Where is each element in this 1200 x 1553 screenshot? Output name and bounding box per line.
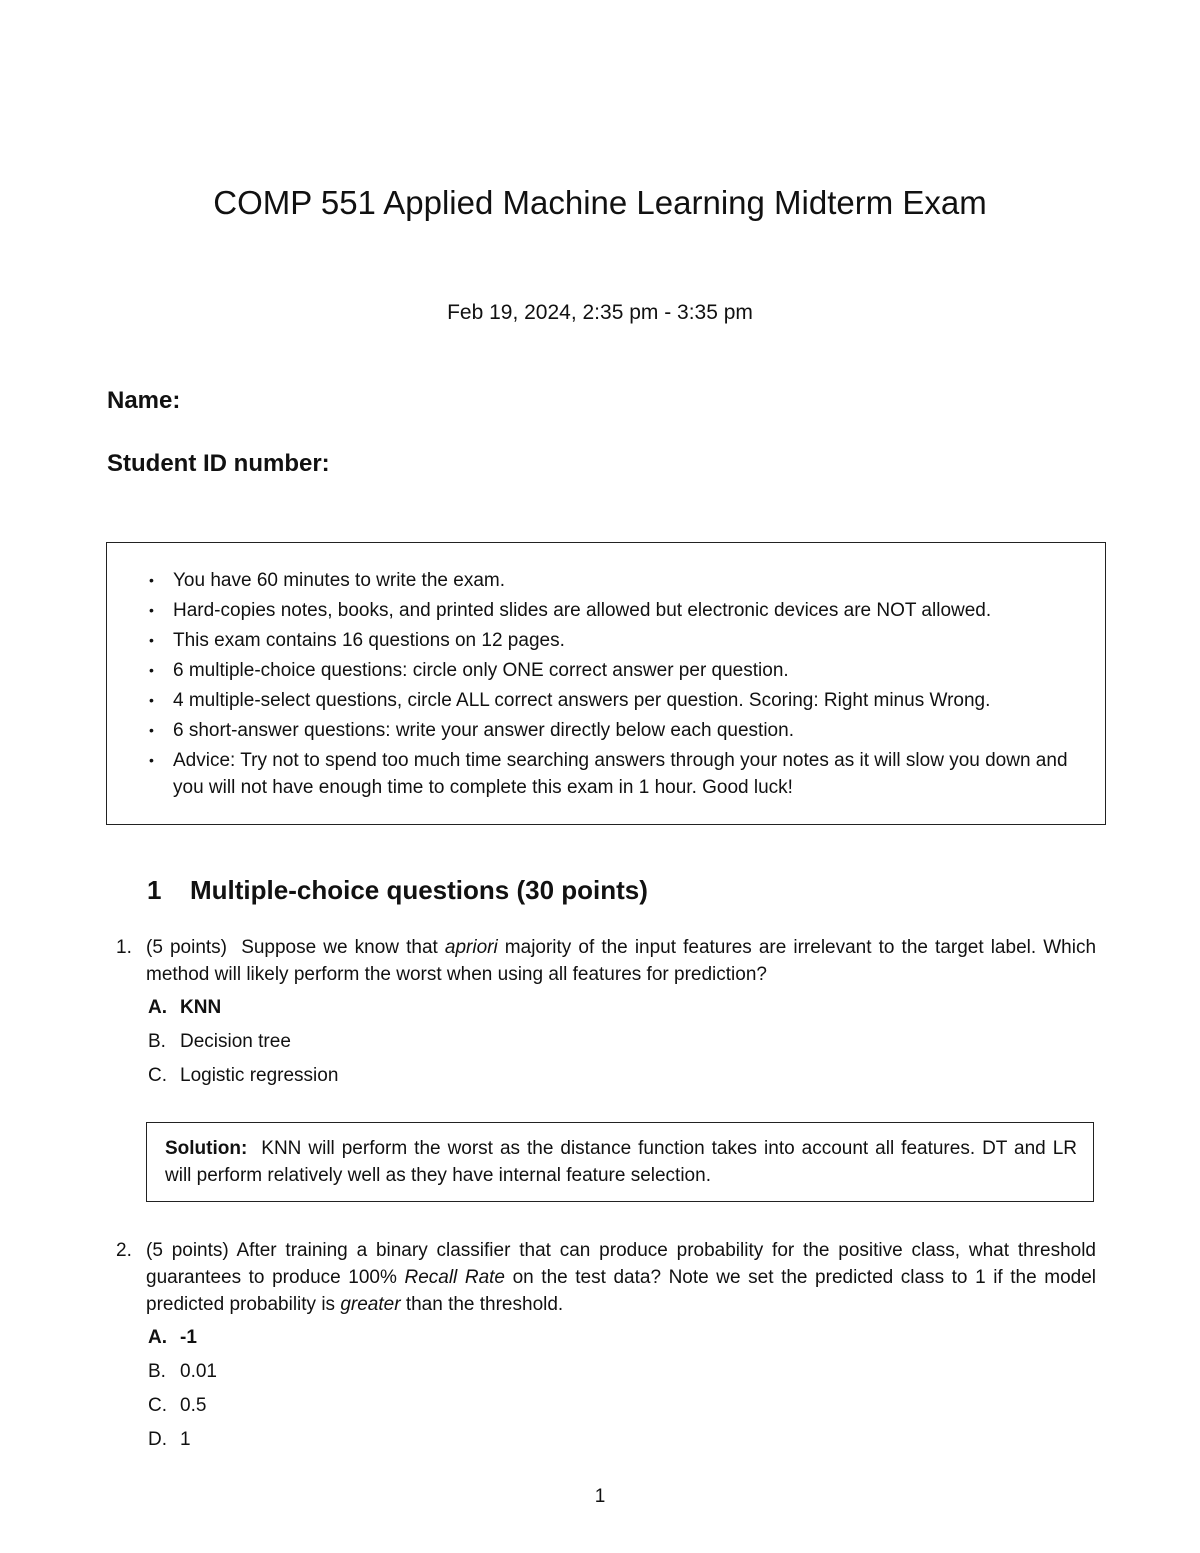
student-id-label: Student ID number:	[107, 450, 330, 477]
option-text: 1	[180, 1429, 191, 1450]
question-2	[116, 1237, 1096, 1318]
option-text: Logistic regression	[180, 1065, 339, 1086]
option-text: -1	[180, 1327, 197, 1348]
option-c[interactable]	[148, 1389, 217, 1423]
question-text	[146, 1237, 1096, 1318]
solution-label: Solution:	[165, 1138, 248, 1159]
exam-date: Feb 19, 2024, 2:35 pm - 3:35 pm	[447, 301, 753, 324]
name-label: Name:	[107, 387, 181, 414]
instructions-list	[147, 567, 1097, 804]
option-letter: A.	[148, 1327, 167, 1348]
solution-box	[146, 1122, 1094, 1202]
question-text-part2: on the test data? Note we set the predicted class to 1 if the model predicted probability is	[146, 1267, 1097, 1315]
question-text-part3: than the threshold.	[405, 1294, 564, 1315]
option-letter: C.	[148, 1065, 167, 1086]
instruction-item: • This exam contains 16 questions on 12 pages.	[147, 627, 1097, 654]
question-emphasis-recall: Recall Rate	[404, 1267, 505, 1288]
instruction-item: • 6 multiple-choice questions: circle only ONE correct answer per question.	[147, 657, 1097, 684]
option-c[interactable]	[148, 1059, 338, 1093]
question-1	[116, 934, 1096, 988]
instruction-item: • You have 60 minutes to write the exam.	[147, 567, 1097, 594]
exam-title: COMP 551 Applied Machine Learning Midterm Exam	[213, 184, 987, 221]
page-number: 1	[594, 1486, 606, 1507]
solution-body: KNN will perform the worst as the distance function takes into account all features. DT and LR will perform relatively well as they have internal feature selection.	[165, 1138, 1078, 1186]
question-2-options	[148, 1321, 217, 1457]
instruction-item: • 4 multiple-select questions, circle ALL correct answers per question. Scoring: Right minus Wrong.	[147, 687, 1097, 714]
option-text: KNN	[180, 997, 222, 1018]
option-b[interactable]	[148, 1355, 217, 1389]
option-d[interactable]	[148, 1423, 217, 1457]
option-text: 0.01	[180, 1361, 217, 1382]
option-letter: B.	[148, 1031, 166, 1052]
option-letter: D.	[148, 1429, 167, 1450]
question-text-after: majority of the input features are irrelevant to the target label. Which method will likely perform the worst when using all features for prediction?	[146, 937, 1097, 985]
section-number: 1	[147, 875, 162, 905]
question-text	[146, 934, 1096, 988]
instruction-item: • 6 short-answer questions: write your answer directly below each question.	[147, 717, 1097, 744]
section-title-text: Multiple-choice questions (30 points)	[190, 875, 648, 905]
question-1-options	[148, 991, 338, 1093]
question-text-part1: After training a binary classifier that can produce probability for the positive class, what threshold guarantees to produce 100%	[146, 1240, 1096, 1288]
section-heading	[147, 873, 648, 907]
instruction-item: • Advice: Try not to spend too much time searching answers through your notes as it will slow you down and you will not have enough time to complete this exam in 1 hour. Good luck!	[147, 747, 1097, 801]
question-text-before: Suppose we know that	[241, 937, 438, 958]
option-b[interactable]	[148, 1025, 338, 1059]
solution-text	[165, 1135, 1077, 1189]
instruction-item: • Hard-copies notes, books, and printed slides are allowed but electronic devices are NOT allowed.	[147, 597, 1097, 624]
option-letter: B.	[148, 1361, 166, 1382]
option-text: Decision tree	[180, 1031, 291, 1052]
question-points: (5 points)	[146, 937, 228, 958]
instructions-box	[106, 542, 1106, 825]
question-number: 2.	[116, 1240, 132, 1261]
option-letter: C.	[148, 1395, 167, 1416]
option-letter: A.	[148, 997, 167, 1018]
option-a[interactable]	[148, 991, 338, 1025]
question-emphasis: apriori	[444, 937, 498, 958]
question-emphasis-greater: greater	[340, 1294, 401, 1315]
option-text: 0.5	[180, 1395, 207, 1416]
option-a[interactable]	[148, 1321, 217, 1355]
question-number: 1.	[116, 937, 132, 958]
question-points: (5 points)	[146, 1240, 229, 1261]
